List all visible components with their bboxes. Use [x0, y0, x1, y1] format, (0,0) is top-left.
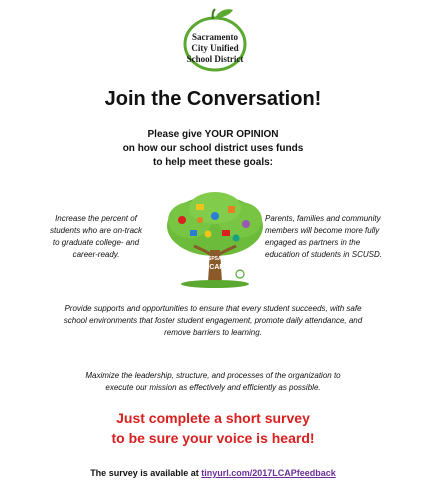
goal-line: Increase the percent of: [55, 214, 137, 223]
tree-icon: [160, 190, 270, 290]
intro-line: Please give YOUR OPINION: [147, 129, 279, 140]
logo-text: [175, 32, 255, 65]
goal-line: Parents, families and community: [265, 214, 381, 223]
survey-call-to-action: [0, 408, 426, 448]
goal-line: school environments that foster student engagement, promote daily attendance, and: [63, 316, 363, 325]
goal-line: remove barriers to learning.: [164, 328, 262, 337]
survey-link[interactable]: tinyurl.com/2017LCAPfeedback: [201, 468, 336, 478]
goal-line: members will become more fully: [265, 226, 380, 235]
goal-line: education of students in SCUSD.: [265, 250, 382, 259]
goal-line: Maximize the leadership, structure, and processes of the organization to: [85, 371, 341, 380]
tree-label-lcap: LCAP: [205, 264, 225, 271]
goal-organization: [26, 370, 400, 394]
survey-footer: [0, 468, 426, 478]
tree-label-spsa: SPSA: [208, 256, 222, 262]
goal-student-success: [26, 303, 400, 339]
footer-prefix: The survey is available at: [90, 468, 202, 478]
goal-line: to graduate college- and: [52, 238, 140, 247]
goal-line: students who are on-track: [49, 226, 143, 235]
intro-text: [60, 128, 366, 170]
lcap-tree-illustration: [160, 190, 270, 290]
goal-college-career: [30, 213, 162, 261]
logo-line: City Unified: [191, 43, 239, 53]
goal-line: engaged as partners in the: [265, 238, 361, 247]
goal-line: career-ready.: [72, 250, 120, 259]
logo-line: School District: [186, 54, 244, 64]
logo-line: Sacramento: [192, 32, 238, 42]
goal-family-engagement: [265, 213, 410, 261]
page-title: Join the Conversation!: [104, 88, 322, 110]
intro-line: to help meet these goals:: [152, 157, 274, 168]
cta-line: Just complete a short survey: [116, 410, 310, 426]
district-logo: [175, 6, 255, 72]
goal-line: execute our mission as effectively and efficiently as possible.: [105, 383, 321, 392]
goal-line: Provide supports and opportunities to ensure that every student succeeds, with safe: [64, 304, 362, 313]
intro-line: on how our school district uses funds: [122, 143, 304, 154]
cta-line: to be sure your voice is heard!: [111, 430, 315, 446]
